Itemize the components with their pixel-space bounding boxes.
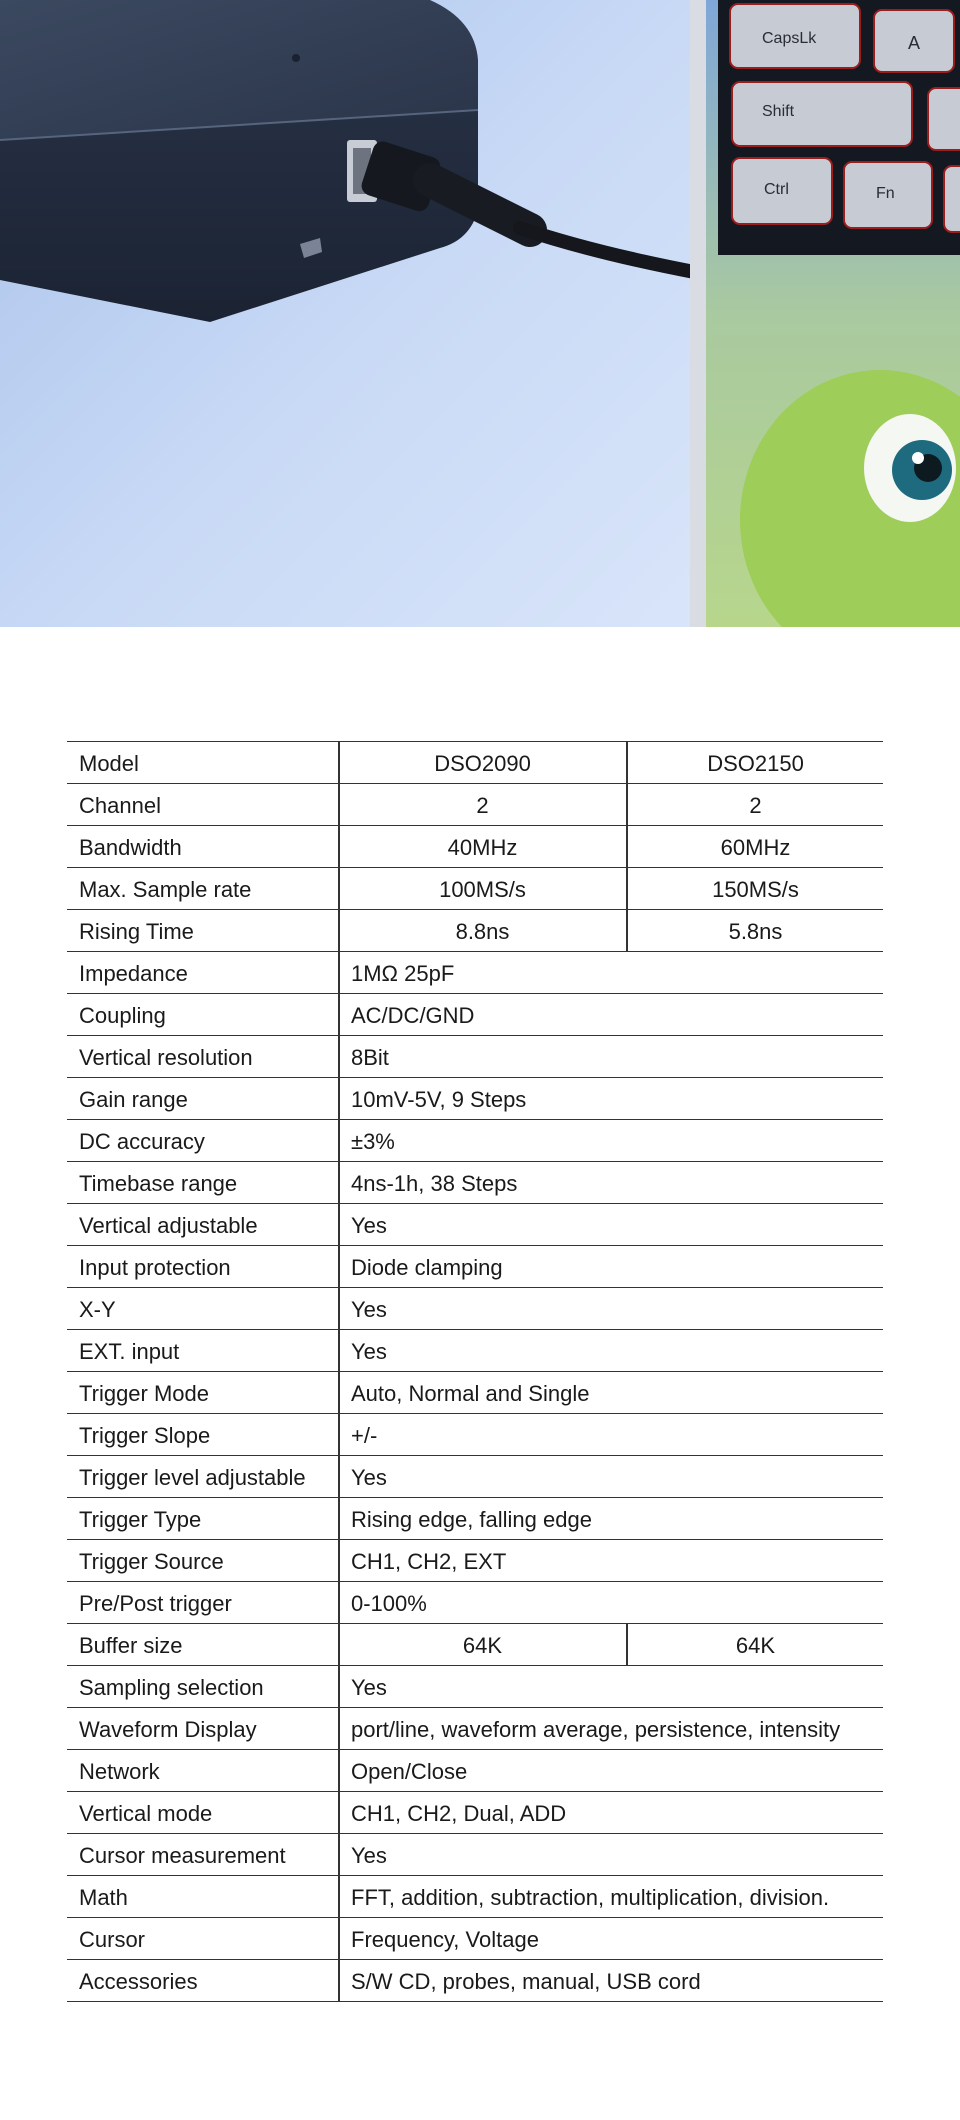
table-row <box>67 1287 883 1329</box>
value-dso2150: 150MS/s <box>712 877 799 902</box>
table-row <box>67 1371 883 1413</box>
row-label: Waveform Display <box>79 1717 257 1742</box>
value-dso2150: 64K <box>735 1633 776 1658</box>
row-label: Input protection <box>79 1255 231 1280</box>
row-label: Vertical resolution <box>79 1045 253 1070</box>
table-row <box>67 1455 883 1497</box>
row-value: Open/Close <box>351 1759 468 1784</box>
row-value: 4ns-1h, 38 Steps <box>351 1171 518 1196</box>
row-label: Coupling <box>79 1003 166 1028</box>
row-value: Yes <box>351 1843 387 1868</box>
table-row <box>67 1665 883 1707</box>
row-value: Rising edge, falling edge <box>351 1507 592 1532</box>
table-row <box>67 1581 883 1623</box>
row-value: CH1, CH2, EXT <box>351 1549 507 1574</box>
row-label: Cursor measurement <box>79 1843 286 1868</box>
table-row <box>67 1833 883 1875</box>
value-dso2150: 5.8ns <box>728 919 783 944</box>
row-value: FFT, addition, subtraction, multiplication, division. <box>351 1885 830 1910</box>
key-fn: Fn <box>876 185 895 202</box>
table-row <box>67 1203 883 1245</box>
table-row <box>67 1497 883 1539</box>
row-label: Trigger Type <box>79 1507 202 1532</box>
key-shift: Shift <box>762 103 795 120</box>
row-label: Pre/Post trigger <box>79 1591 232 1616</box>
row-label: Math <box>79 1885 128 1910</box>
table-row <box>67 1707 883 1749</box>
table-row <box>67 1119 883 1161</box>
value-dso2090: 100MS/s <box>439 877 526 902</box>
key-capslk: CapsLk <box>762 30 817 47</box>
row-label: Trigger Mode <box>79 1381 210 1406</box>
row-value: +/- <box>351 1423 378 1448</box>
row-label: Impedance <box>79 961 188 986</box>
row-label: Network <box>79 1759 160 1784</box>
row-label: Cursor <box>79 1927 146 1952</box>
value-dso2090: 64K <box>462 1633 503 1658</box>
table-row <box>67 1875 883 1917</box>
row-value: Diode clamping <box>351 1255 503 1280</box>
row-label: Bandwidth <box>79 835 182 860</box>
table-row <box>67 993 883 1035</box>
row-value: Yes <box>351 1465 387 1490</box>
table-row <box>67 1161 883 1203</box>
row-value: 1MΩ 25pF <box>351 961 455 986</box>
spec-table <box>67 741 883 2002</box>
row-label: Trigger Source <box>79 1549 224 1574</box>
row-label: Channel <box>79 793 161 818</box>
key-ctrl: Ctrl <box>764 181 789 198</box>
table-row <box>67 1539 883 1581</box>
table-row <box>67 1077 883 1119</box>
row-value: S/W CD, probes, manual, USB cord <box>351 1969 701 1994</box>
table-row <box>67 909 883 951</box>
row-value: Yes <box>351 1675 387 1700</box>
value-dso2150: DSO2150 <box>707 751 804 776</box>
product-photo <box>0 0 960 627</box>
row-label: EXT. input <box>79 1339 180 1364</box>
row-label: Buffer size <box>79 1633 183 1658</box>
table-row <box>67 741 883 783</box>
row-label: Sampling selection <box>79 1675 264 1700</box>
table-row <box>67 1791 883 1833</box>
row-label: Accessories <box>79 1969 198 1994</box>
table-row <box>67 1035 883 1077</box>
value-dso2090: DSO2090 <box>434 751 531 776</box>
row-value: 0-100% <box>351 1591 427 1616</box>
value-dso2150: 60MHz <box>720 835 791 860</box>
row-value: 10mV-5V, 9 Steps <box>351 1087 527 1112</box>
row-label: Rising Time <box>79 919 194 944</box>
table-row <box>67 1413 883 1455</box>
table-row <box>67 1959 883 2002</box>
table-row <box>67 1749 883 1791</box>
row-label: Trigger level adjustable <box>79 1465 306 1490</box>
table-row <box>67 825 883 867</box>
table-row <box>67 1245 883 1287</box>
row-value: CH1, CH2, Dual, ADD <box>351 1801 567 1826</box>
row-label: DC accuracy <box>79 1129 205 1154</box>
value-dso2090: 2 <box>476 793 489 818</box>
table-row <box>67 867 883 909</box>
row-label: Gain range <box>79 1087 188 1112</box>
row-value: Yes <box>351 1297 387 1322</box>
value-dso2150: 2 <box>749 793 762 818</box>
row-label: Max. Sample rate <box>79 877 252 902</box>
row-value: Yes <box>351 1213 387 1238</box>
row-label: Vertical mode <box>79 1801 213 1826</box>
row-value: 8Bit <box>351 1045 389 1070</box>
value-dso2090: 8.8ns <box>455 919 510 944</box>
table-row <box>67 951 883 993</box>
laptop <box>690 0 960 627</box>
row-value: AC/DC/GND <box>351 1003 475 1028</box>
row-label: X-Y <box>79 1297 116 1322</box>
row-label: Vertical adjustable <box>79 1213 258 1238</box>
row-value: Auto, Normal and Single <box>351 1381 590 1406</box>
row-value: Frequency, Voltage <box>351 1927 539 1952</box>
row-label: Trigger Slope <box>79 1423 211 1448</box>
row-value: port/line, waveform average, persistence, intensity <box>351 1717 841 1742</box>
table-row <box>67 1623 883 1665</box>
table-row <box>67 1329 883 1371</box>
table-row <box>67 783 883 825</box>
row-label: Model <box>79 751 139 776</box>
table-row <box>67 1917 883 1959</box>
key-a: A <box>908 33 921 53</box>
row-value: Yes <box>351 1339 387 1364</box>
value-dso2090: 40MHz <box>447 835 518 860</box>
row-label: Timebase range <box>79 1171 238 1196</box>
row-value: ±3% <box>351 1129 395 1154</box>
